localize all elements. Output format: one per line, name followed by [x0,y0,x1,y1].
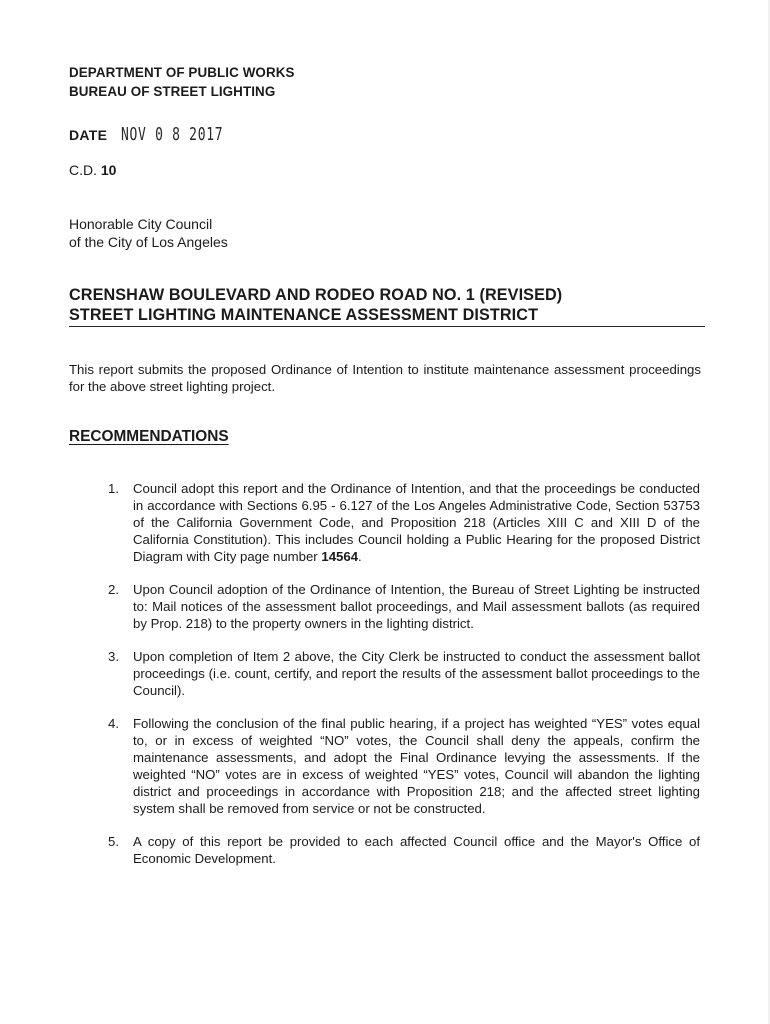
recommendation-text: Council adopt this report and the Ordinance of Intention, and that the proceedings be conducted in accordance with Sections 6.95 - 6.127 of the Los Angeles Administrative Code, Section 53753 of the California Government Code, and Proposition 218 (Articles XIII C and XIII D of the California Constitution). This includes Council holding a Public Hearing for the proposed District Diagram with City page number [133,481,700,564]
recommendations-list [108,480,700,883]
date-label: DATE [69,127,108,143]
date-stamp: NOV 0 8 2017 [121,124,224,145]
addressee [69,216,228,251]
recommendation-text: A copy of this report be provided to each affected Council office and the Mayor's Office of Economic Development. [133,834,700,866]
recommendation-number: 1. [108,481,119,496]
recommendation-number: 4. [108,716,119,731]
recommendation-text: Upon Council adoption of the Ordinance of Intention, the Bureau of Street Lighting be instructed to: Mail notices of the assessment ballot proceedings, and Mail assessment ballots (as required by Prop. 218) to the property owners in the lighting district. [133,582,700,631]
recommendation-text: Upon completion of Item 2 above, the City Clerk be instructed to conduct the assessment ballot proceedings (i.e. count, certify, and report the results of the assessment ballot proceedings to the Council). [133,649,700,698]
recommendation-number: 2. [108,582,119,597]
council-district [69,162,116,178]
subject-line-2: STREET LIGHTING MAINTENANCE ASSESSMENT DISTRICT [69,306,539,324]
subject-line-1: CRENSHAW BOULEVARD AND RODEO ROAD NO. 1 (REVISED) [69,286,563,304]
addressee-line-2: of the City of Los Angeles [69,233,228,250]
recommendation-suffix: . [358,549,362,564]
recommendation-number: 5. [108,834,119,849]
recommendation-item [108,480,700,565]
recommendation-text: Following the conclusion of the final public hearing, if a project has weighted “YES” votes equal to, or in excess of weighted “NO” votes, the Council shall deny the appeals, confirm the maintenance assessments, and adopt the Final Ordinance levying the assessments. If the weighted “NO” votes are in excess of weighted “YES” votes, Council will abandon the lighting district and proceedings in accordance with Proposition 218; and the affected street lighting system shall be removed from service or not be constructed. [133,716,700,816]
bureau-name: BUREAU OF STREET LIGHTING [69,84,276,99]
date-line [69,124,263,145]
department-header [69,63,295,101]
recommendations-heading: RECOMMENDATIONS [69,428,229,445]
recommendation-item [108,581,700,632]
district-page-number: 14564 [321,549,359,564]
addressee-line-1: Honorable City Council [69,216,213,232]
council-district-label: C.D. [69,162,97,178]
recommendation-item [108,648,700,699]
intro-paragraph: This report submits the proposed Ordinance of Intention to institute maintenance assessment proceedings for the above street lighting project. [69,362,701,394]
recommendation-number: 3. [108,649,119,664]
council-district-number: 10 [100,162,117,178]
subject-divider [69,326,705,327]
subject-title [69,285,562,325]
recommendation-item [108,833,700,867]
recommendation-item [108,715,700,817]
department-name: DEPARTMENT OF PUBLIC WORKS [69,65,295,80]
